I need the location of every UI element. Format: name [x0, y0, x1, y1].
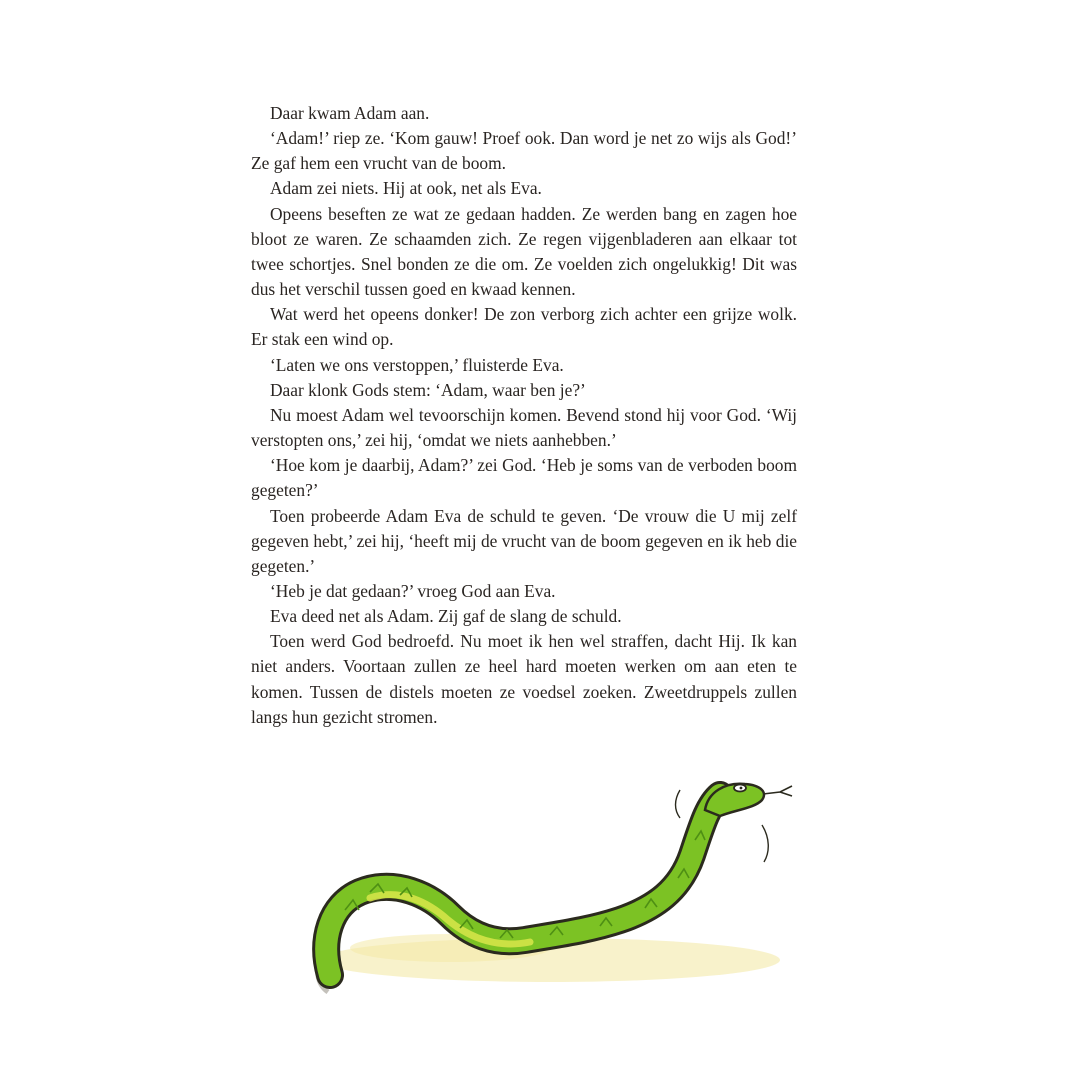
story-text	[251, 101, 797, 730]
paragraph: Daar kwam Adam aan.	[270, 103, 430, 123]
paragraph: Nu moest Adam wel tevoorschijn komen. Bevend stond hij voor God. ‘Wij verstopten ons,’ zei hij, ‘omdat we niets aanhebben.’	[251, 404, 797, 451]
paragraph: ‘Laten we ons verstoppen,’ fluisterde Eva.	[270, 354, 564, 375]
paragraph: Adam zei niets. Hij at ook, net als Eva.	[270, 178, 542, 199]
paragraph: Toen werd God bedroefd. Nu moet ik hen wel straffen, dacht Hij. Ik kan niet anders. Voortaan zullen ze heel hard moeten werken om aan eten te komen. Tussen de distels moeten ze voedsel zoeken. Zweetdruppels zullen langs hun gezicht stromen.	[251, 631, 797, 727]
paragraph: ‘Adam!’ riep ze. ‘Kom gauw! Proef ook. Dan word je net zo wijs als God!’ Ze gaf hem een vrucht van de boom.	[251, 128, 797, 174]
paragraph: ‘Heb je dat gedaan?’ vroeg God aan Eva.	[270, 580, 556, 601]
paragraph: Eva deed net als Adam. Zij gaf de slang de schuld.	[270, 606, 622, 627]
paragraph: Toen probeerde Adam Eva de schuld te geven. ‘De vrouw die U mij zelf gegeven hebt,’ zei hij, ‘heeft mij de vrucht van de boom gegeven en ik heb die gegeten.’	[251, 505, 797, 576]
paragraph: Wat werd het opeens donker! De zon verborg zich achter een grijze wolk. Er stak een wind op.	[251, 304, 797, 350]
motion-line	[762, 825, 768, 862]
paragraph: Opeens beseften ze wat ze gedaan hadden. Ze werden bang en zagen hoe bloot ze waren. Ze schaamden zich. Ze regen vijgenbladeren aan elkaar tot twee schortjes. Snel bonden ze die om. Ze voelden zich ongelukkig! Dit was dus het verschil tussen goed en kwaad kennen.	[251, 203, 797, 300]
paragraph: ‘Hoe kom je daarbij, Adam?’ zei God. ‘Heb je soms van de verboden boom gegeten?’	[251, 455, 797, 501]
paragraph: Daar klonk Gods stem: ‘Adam, waar ben je?’	[270, 379, 586, 400]
snake-illustration-icon	[300, 770, 820, 1020]
motion-line	[676, 790, 681, 818]
snake-tongue	[763, 786, 792, 796]
